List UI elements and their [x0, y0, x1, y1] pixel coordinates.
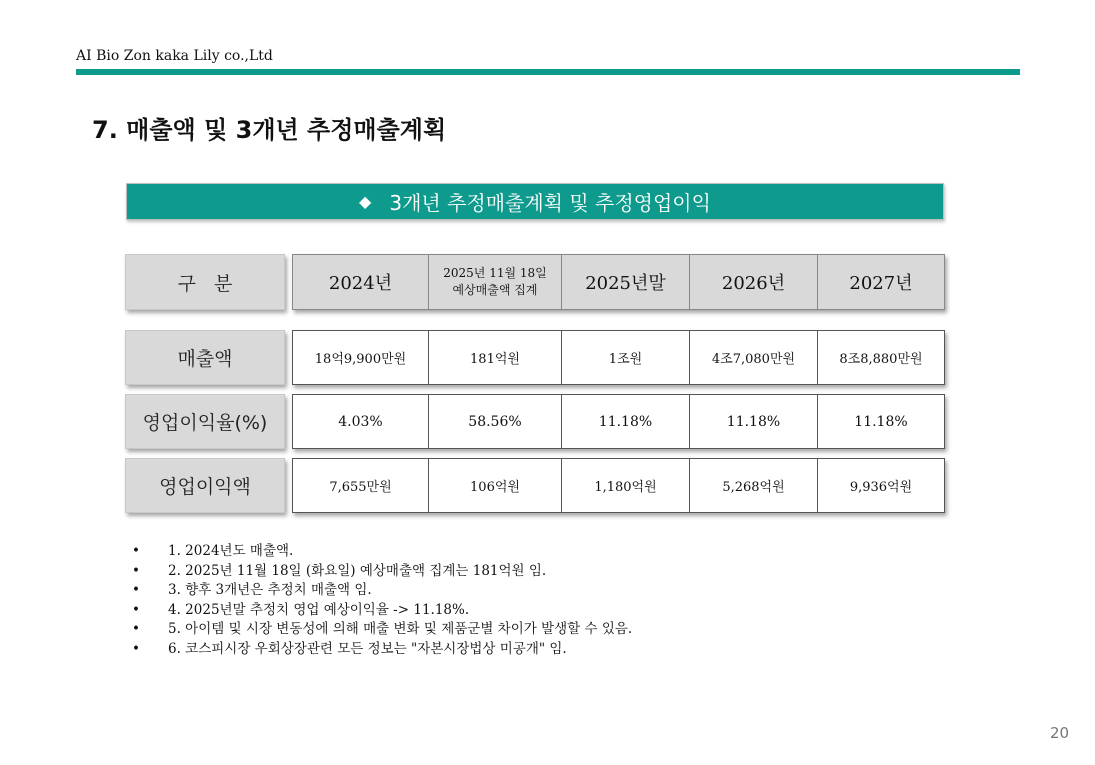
column-header: 2025년말 — [561, 254, 690, 310]
list-item — [132, 620, 632, 640]
list-item — [132, 581, 632, 601]
table-cell: 11.18% — [689, 394, 818, 449]
header-divider — [76, 69, 1020, 75]
table-cell: 1,180억원 — [561, 458, 690, 513]
list-item — [132, 601, 632, 621]
table-cell: 5,268억원 — [689, 458, 818, 513]
company-name: AI Bio Zon kaka Lily co.,Ltd — [76, 48, 273, 64]
bullet-icon: • — [132, 562, 140, 579]
page-title: 7. 매출액 및 3개년 추정매출계획 — [92, 116, 447, 144]
table-cell: 11.18% — [561, 394, 690, 449]
list-item — [132, 640, 632, 660]
column-header-line1: 2025년 11월 18일 — [443, 266, 547, 280]
table-cell: 4.03% — [292, 394, 429, 449]
column-header: 2027년 — [817, 254, 945, 310]
table-header-row — [292, 254, 945, 310]
note-text: 5. 아이템 및 시장 변동성에 의해 매출 변화 및 제품군별 차이가 발생할 수 있음. — [168, 621, 633, 637]
table-row — [292, 458, 945, 513]
table-cell: 8조8,880만원 — [817, 330, 945, 385]
section-banner — [126, 183, 944, 220]
table-cell: 106억원 — [428, 458, 562, 513]
column-header: 2026년 — [689, 254, 818, 310]
list-item — [132, 562, 632, 582]
note-text: 3. 향후 3개년은 추정치 매출액 임. — [168, 582, 372, 598]
note-text: 4. 2025년말 추정치 영업 예상이익율 -> 11.18%. — [168, 601, 470, 618]
table-cell: 1조원 — [561, 330, 690, 385]
table-cell: 58.56% — [428, 394, 562, 449]
notes-list — [132, 542, 632, 659]
bullet-icon: • — [132, 543, 140, 559]
table-cell: 7,655만원 — [292, 458, 429, 513]
table-row — [292, 330, 945, 385]
diamond-icon: ◆ — [359, 192, 372, 211]
row-label: 영업이익액 — [125, 458, 285, 513]
column-header-line2: 예상매출액 집계 — [452, 283, 538, 297]
note-text: 1. 2024년도 매출액. — [168, 543, 294, 559]
note-text: 2. 2025년 11월 18일 (화요일) 예상매출액 집계는 181억원 임. — [168, 562, 547, 579]
column-header: 2024년 — [292, 254, 429, 310]
note-text: 6. 코스피시장 우회상장관련 모든 정보는 "자본시장법상 미공개" 임. — [168, 640, 567, 657]
table-cell: 18억9,900만원 — [292, 330, 429, 385]
corner-label-text: 구 분 — [177, 272, 233, 295]
column-header — [428, 254, 562, 310]
table-cell: 11.18% — [817, 394, 945, 449]
list-item — [132, 542, 632, 562]
bullet-icon: • — [132, 582, 140, 598]
page-number: 20 — [1050, 724, 1070, 742]
row-label: 매출액 — [125, 330, 285, 385]
bullet-icon: • — [132, 621, 140, 637]
corner-label — [125, 254, 285, 310]
table-row — [292, 394, 945, 449]
row-label: 영업이익율(%) — [125, 394, 285, 449]
banner-text: 3개년 추정매출계획 및 추정영업이익 — [389, 191, 711, 215]
table-cell: 181억원 — [428, 330, 562, 385]
bullet-icon: • — [132, 601, 140, 618]
table-cell: 9,936억원 — [817, 458, 945, 513]
table-cell: 4조7,080만원 — [689, 330, 818, 385]
bullet-icon: • — [132, 640, 140, 657]
